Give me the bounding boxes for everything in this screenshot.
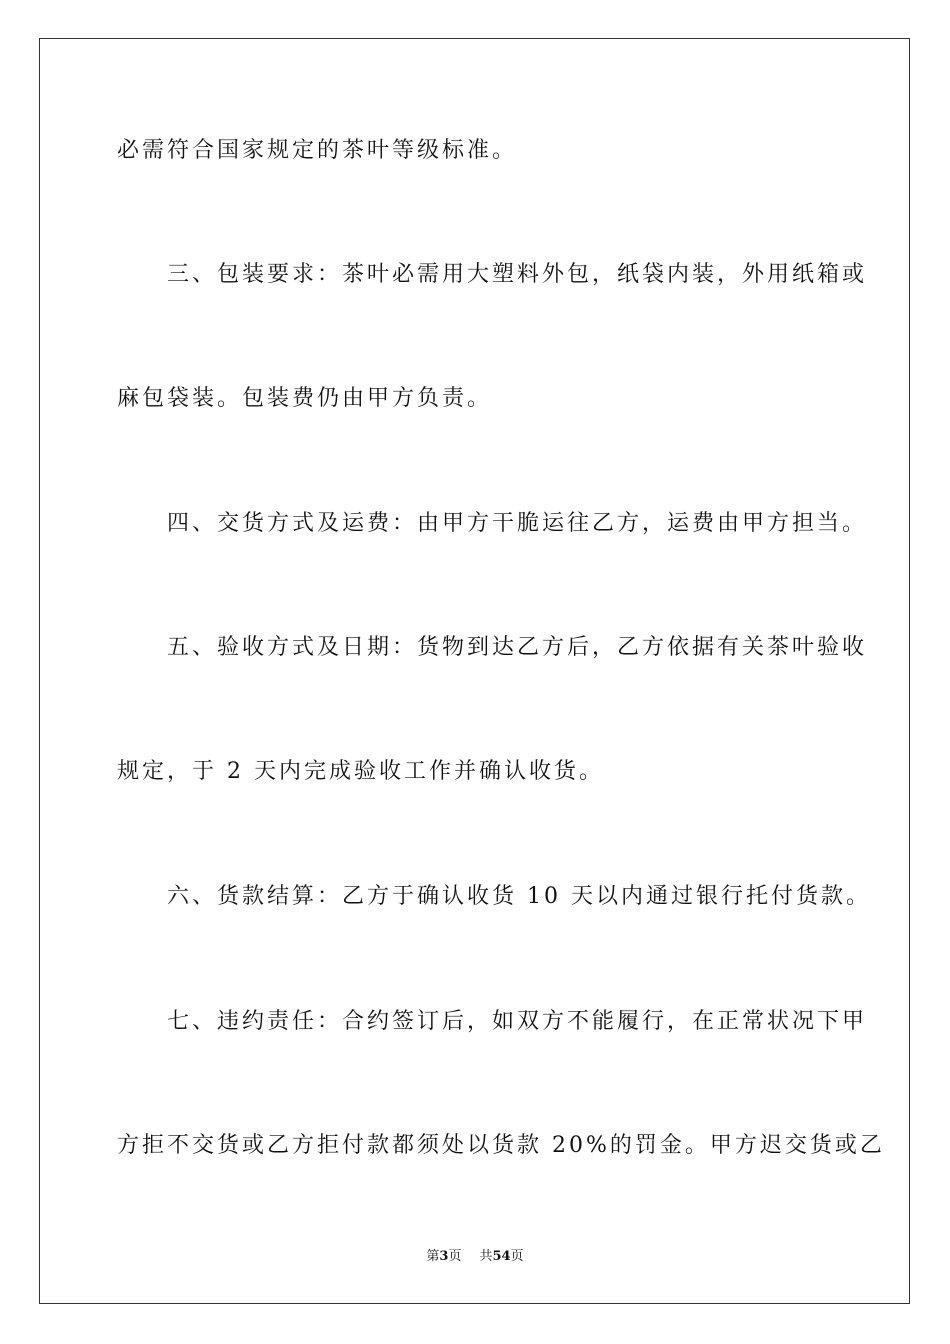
text-line-1: 必需符合国家规定的茶叶等级标准。 [117,138,518,163]
text-line-4: 四、交货方式及运费：由甲方干脆运往乙方，运费由甲方担当。 [117,511,868,536]
text-line-6: 规定，于 2 天内完成验收工作并确认收货。 [117,759,604,784]
text-line-2: 三、包装要求：茶叶必需用大塑料外包，纸袋内装，外用纸箱或 [117,262,868,287]
text-line-5: 五、验收方式及日期：货物到达乙方后，乙方依据有关茶叶验收 [117,635,868,660]
current-page-number: 3 [439,1249,449,1264]
page-footer [0,1248,950,1266]
total-label-prefix: 共 [479,1249,493,1264]
page-label-suffix: 页 [448,1249,462,1264]
total-label-suffix: 页 [510,1249,524,1264]
text-line-7: 六、货款结算：乙方于确认收货 10 天以内通过银行托付货款。 [117,884,871,909]
total-page-count: 54 [492,1249,511,1264]
text-line-9: 方拒不交货或乙方拒付款都须处以货款 20%的罚金。甲方迟交货或乙 [117,1133,885,1158]
text-line-8: 七、违约责任：合约签订后，如双方不能履行，在正常状况下甲 [117,1009,868,1034]
text-line-3: 麻包袋装。包装费仍由甲方负责。 [117,386,493,411]
page-border [39,38,910,1304]
page-label-prefix: 第 [426,1249,440,1264]
